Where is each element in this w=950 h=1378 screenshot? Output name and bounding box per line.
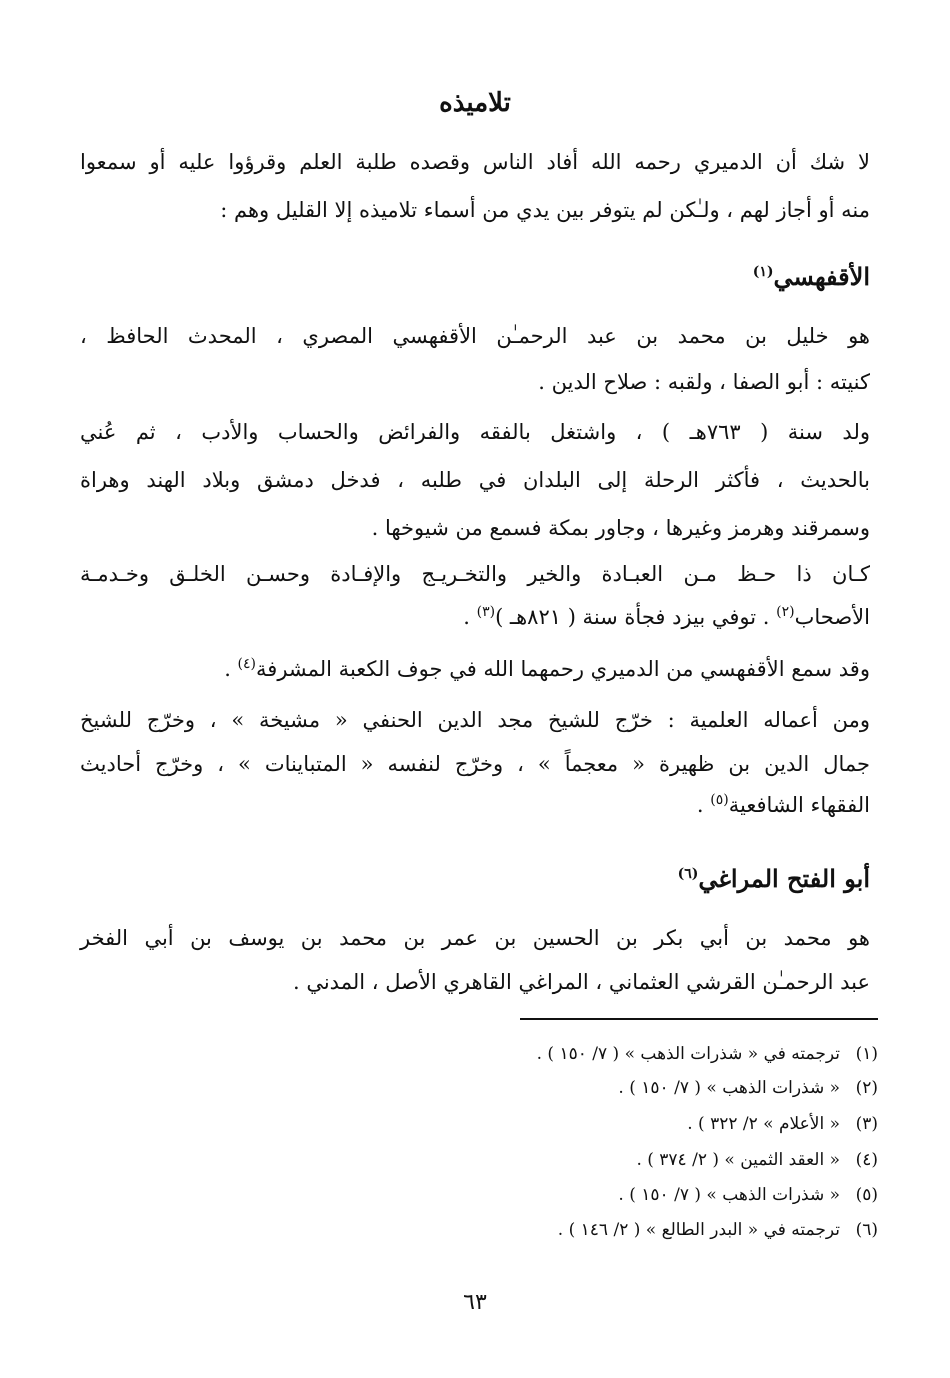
footnote-number: (٦) — [855, 1220, 878, 1240]
footnote-text: « الأعلام » ٢/ ٣٢٢ ) . — [687, 1114, 840, 1134]
footnote-text: « العقد الثمين » ( ٢/ ٣٧٤ ) . — [636, 1150, 840, 1170]
s1-p2-line-2: بالحديث ، فأكثر الرحلة إلى البلدان في طلبه ، فدخل دمشق وبلاد الهند وهراة — [80, 468, 870, 492]
s1-p1-line-1: هو خليل بن محمد بن عبد الرحمـٰن الأقفهسي المصري ، المحدث الحافظ ، — [80, 324, 870, 348]
footnote-ref: (٤) — [237, 656, 257, 672]
section-heading-maraghi — [678, 864, 870, 893]
text-segment: وقد سمع الأقفهسي من الدميري رحمهما الله في جوف الكعبة المشرفة — [256, 657, 870, 681]
text-segment: الفقهاء الشافعية — [728, 793, 870, 817]
footnote-number: (٣) — [855, 1114, 878, 1134]
page-number: ٦٣ — [463, 1290, 487, 1315]
page-title: تلاميذه — [439, 88, 511, 118]
intro-line-1: لا شك أن الدميري رحمه الله أفاد الناس وقصده طلبة العلم وقرؤوا عليه أو سمعوا — [80, 150, 870, 174]
s1-p2-line-3: وسمرقند وهرمز وغيرها ، وجاور بمكة فسمع من شيوخها . — [371, 516, 870, 540]
footnote-ref: (٣) — [476, 604, 496, 620]
text-segment: . توفي بيزد فجأة سنة ( ٨٢١هـ ) — [495, 605, 777, 629]
footnote-4 — [636, 1150, 878, 1170]
footnote-number: (١) — [855, 1044, 878, 1064]
s1-p4 — [80, 656, 870, 681]
intro-line-2: منه أو أجاز لهم ، ولـٰكن لم يتوفر بين يدي من أسماء تلاميذه إلا القليل وهم : — [220, 198, 870, 222]
footnote-ref: (٢) — [776, 604, 795, 620]
footnote-text: « شذرات الذهب » ( ٧/ ١٥٠ ) . — [618, 1078, 840, 1098]
footnote-1 — [537, 1044, 878, 1064]
s1-p1-line-2: كنيته : أبو الصفا ، ولقبه : صلاح الدين . — [538, 370, 870, 394]
s1-p3-line-2 — [80, 604, 870, 629]
footnote-number: (٥) — [855, 1185, 878, 1205]
text-segment: . — [463, 605, 477, 629]
text-segment: . — [696, 793, 711, 817]
section-heading-text: الأقفهسي — [773, 262, 870, 291]
s2-p1-line-2: عبد الرحمـٰن القرشي العثماني ، المراغي القاهري الأصل ، المدني . — [292, 970, 870, 994]
s1-p5-line-2: جمال الدين بن ظهيرة « معجماً » ، وخرّج لنفسه « المتباينات » ، وخرّج أحاديث — [80, 752, 870, 776]
footnote-ref: (١) — [752, 264, 774, 280]
s1-p5-line-1: ومن أعماله العلمية : خرّج للشيخ مجد الدين الحنفي « مشيخة » ، وخرّج للشيخ — [80, 708, 870, 732]
s2-p1-line-1: هو محمد بن أبي بكر بن الحسين بن عمر بن محمد بن يوسف بن أبي الفخر — [80, 926, 870, 950]
s1-p3-line-1: كـان ذا حـظ مـن العبـادة والخير والتخـريـج والإفـادة وحسـن الخلـق وخـدمـة — [80, 562, 870, 586]
footnote-5 — [618, 1185, 878, 1205]
text-segment: الأصحاب — [794, 605, 870, 629]
footnote-text: ترجمته في « شذرات الذهب » ( ٧/ ١٥٠ ) . — [536, 1044, 840, 1064]
footnote-6 — [558, 1220, 878, 1240]
section-heading-aqfahsi — [753, 262, 870, 291]
footnote-3 — [687, 1114, 878, 1134]
footnote-text: ترجمته في « البدر الطالع » ( ٢/ ١٤٦ ) . — [557, 1220, 840, 1240]
s1-p2-line-1: ولد سنة ( ٧٦٣هـ ) ، واشتغل بالفقه والفرائض والحساب والأدب ، ثم عُني — [80, 420, 870, 444]
footnote-2 — [618, 1078, 878, 1098]
footnote-divider — [520, 1018, 878, 1020]
footnote-number: (٤) — [855, 1150, 878, 1170]
section-heading-text: أبو الفتح المراغي — [698, 864, 870, 893]
footnote-ref: (٥) — [710, 792, 729, 808]
s1-p5-line-3 — [80, 792, 870, 817]
footnote-number: (٢) — [855, 1078, 878, 1098]
footnote-text: « شذرات الذهب » ( ٧/ ١٥٠ ) . — [618, 1185, 840, 1205]
text-segment: . — [224, 657, 238, 681]
footnote-ref: (٦) — [677, 866, 699, 882]
